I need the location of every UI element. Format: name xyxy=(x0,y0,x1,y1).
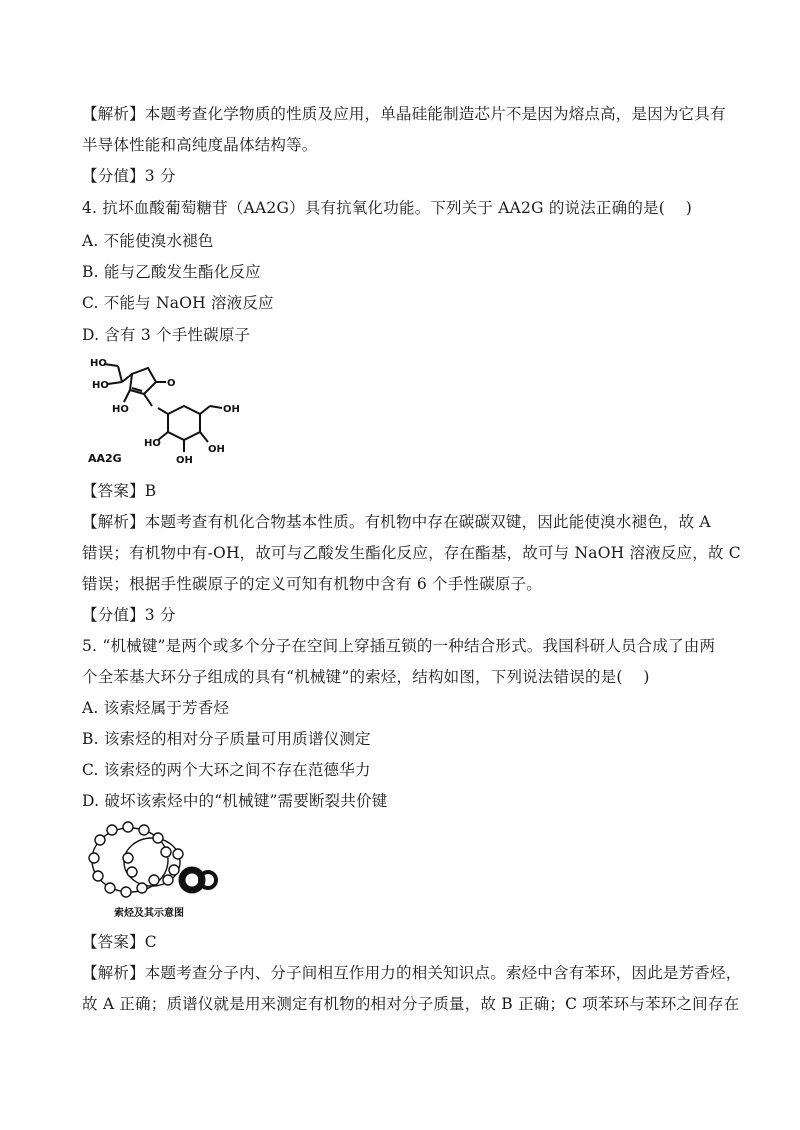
q3-score: 【分值】3 分 xyxy=(82,167,176,185)
aa2g-caption: AA2G xyxy=(88,452,122,465)
catenane-caption: 索烃及其示意图 xyxy=(114,908,184,919)
q4-option-d: D. 含有 3 个手性碳原子 xyxy=(82,326,251,344)
q5-option-a: A. 该索烃属于芳香烃 xyxy=(82,699,230,717)
aa2g-label-ho-top: HO xyxy=(90,358,107,369)
q4-analysis-line-3: 错误；根据手性碳原子的定义可知有机物中含有 6 个手性碳原子。 xyxy=(82,575,542,593)
q5-analysis-line-2: 故 A 正确；质谱仪就是用来测定有机物的相对分子质量，故 B 正确；C 项苯环与苯环之间存在 xyxy=(82,995,740,1013)
q5-option-b: B. 该索烃的相对分子质量可用质谱仪测定 xyxy=(82,730,371,748)
q4-answer: 【答案】B xyxy=(82,482,157,500)
aa2g-label-ho-low: HO xyxy=(144,438,161,449)
aa2g-structure-drawing xyxy=(82,352,242,467)
catenane-figure xyxy=(82,818,232,922)
q3-analysis-line-2: 半导体性能和高纯度晶体结构等。 xyxy=(82,136,318,154)
q5-stem-line-1: 5. “机械键”是两个或多个分子在空间上穿插互锁的一种结合形式。我国科研人员合成了由两 xyxy=(82,637,716,655)
aa2g-structure-figure xyxy=(82,352,242,467)
aa2g-label-oh-low2: OH xyxy=(208,444,225,455)
aa2g-label-oh-bottom: OH xyxy=(176,455,193,466)
q5-option-c: C. 该索烃的两个大环之间不存在范德华力 xyxy=(82,761,371,779)
q5-answer: 【答案】C xyxy=(82,933,157,951)
catenane-drawing xyxy=(82,818,232,922)
q3-analysis-line-1: 【解析】本题考查化学物质的性质及应用，单晶硅能制造芯片不是因为熔点高，是因为它具有 xyxy=(82,105,726,123)
q4-stem: 4. 抗坏血酸葡萄糖苷（AA2G）具有抗氧化功能。下列关于 AA2G 的说法正确的是( ) xyxy=(82,199,693,217)
q5-stem-line-2: 个全苯基大环分子组成的具有“机械键”的索烃，结构如图，下列说法错误的是( ) xyxy=(82,668,650,686)
aa2g-label-o-carbonyl: O xyxy=(167,378,176,389)
aa2g-label-ho-ring: HO xyxy=(112,404,129,415)
q4-analysis-line-1: 【解析】本题考查有机化合物基本性质。有机物中存在碳碳双键，因此能使溴水褪色，故 A xyxy=(82,513,711,531)
aa2g-label-oh-right: OH xyxy=(223,404,240,415)
q4-option-c: C. 不能与 NaOH 溶液反应 xyxy=(82,294,274,312)
q5-analysis-line-1: 【解析】本题考查分子内、分子间相互作用力的相关知识点。索烃中含有苯环，因此是芳香烃， xyxy=(82,964,742,982)
q4-score: 【分值】3 分 xyxy=(82,606,176,624)
q4-option-a: A. 不能使溴水褪色 xyxy=(82,232,214,250)
q4-option-b: B. 能与乙酸发生酯化反应 xyxy=(82,263,261,281)
q5-option-d: D. 破坏该索烃中的“机械键”需要断裂共价键 xyxy=(82,792,388,810)
aa2g-label-ho-mid: HO xyxy=(92,380,109,391)
q4-analysis-line-2: 错误；有机物中有-OH，故可与乙酸发生酯化反应，存在酯基，故可与 NaOH 溶液反应，故 C xyxy=(82,544,741,562)
